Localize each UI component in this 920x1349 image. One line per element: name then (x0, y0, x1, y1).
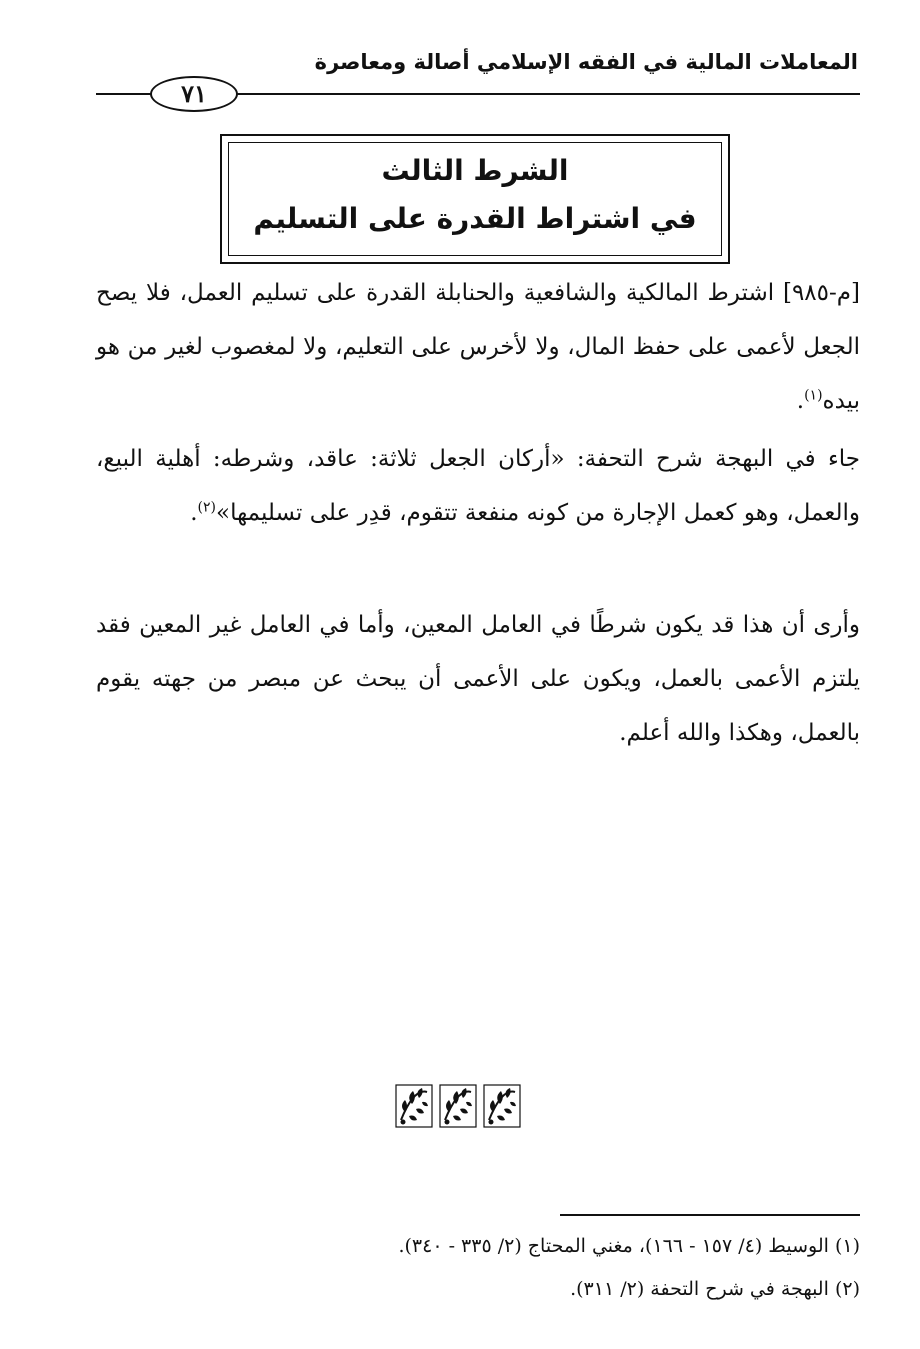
floral-ornament-icon (483, 1084, 521, 1128)
paragraph-2 (96, 432, 860, 540)
footnote-1 (120, 1235, 860, 1257)
paragraph-2-text: جاء في البهجة شرح التحفة: «أركان الجعل ثلاثة: عاقد، وشرطه: أهلية البيع، والعمل، وهو كعمل الإجارة من كونه منفعة تتقوم، قدِر على تسليمها» (96, 446, 860, 526)
footnote-1-number: (١) (834, 1235, 860, 1257)
section-title-box (220, 134, 730, 264)
paragraph-1 (96, 266, 860, 428)
floral-ornament-icon (439, 1084, 477, 1128)
page-number: ٧١ (150, 76, 238, 112)
paragraph-3: وأرى أن هذا قد يكون شرطًا في العامل المعين، وأما في العامل غير المعين فقد يلتزم الأعمى بالعمل، ويكون على الأعمى أن يبحث عن مبصر من جهته يقوم بالعمل، وهكذا والله أعلم. (96, 612, 860, 746)
footnote-ref-1[interactable]: (١) (804, 387, 823, 404)
running-header: المعاملات المالية في الفقه الإسلامي أصالة ومعاصرة (314, 50, 858, 74)
section-title: الشرط الثالث (381, 154, 569, 187)
footnote-ref-2[interactable]: (٢) (197, 499, 216, 516)
footnote-2 (120, 1278, 860, 1300)
footnote-2-number: (٢) (834, 1278, 860, 1300)
floral-ornament-icon (395, 1084, 433, 1128)
paragraph-1-end: . (796, 388, 805, 414)
footnote-rule (560, 1214, 860, 1216)
footnote-2-text: البهجة في شرح التحفة (٢/ ٣١١). (570, 1278, 829, 1300)
paragraph-1-text: [م-٩٨٥] اشترط المالكية والشافعية والحنابلة القدرة على تسليم العمل، فلا يصح الجعل لأعمى على حفظ المال، ولا لأخرس على التعليم، ولا لمغصوب لغير من هو بيده (96, 280, 860, 414)
paragraph-2-end: . (190, 500, 198, 526)
footnote-1-text: الوسيط (٤/ ١٥٧ - ١٦٦)، مغني المحتاج (٢/ ٣٣٥ - ٣٤٠). (398, 1235, 829, 1257)
section-subtitle: في اشتراط القدرة على التسليم (253, 202, 697, 235)
section-end-ornament (395, 1084, 521, 1130)
